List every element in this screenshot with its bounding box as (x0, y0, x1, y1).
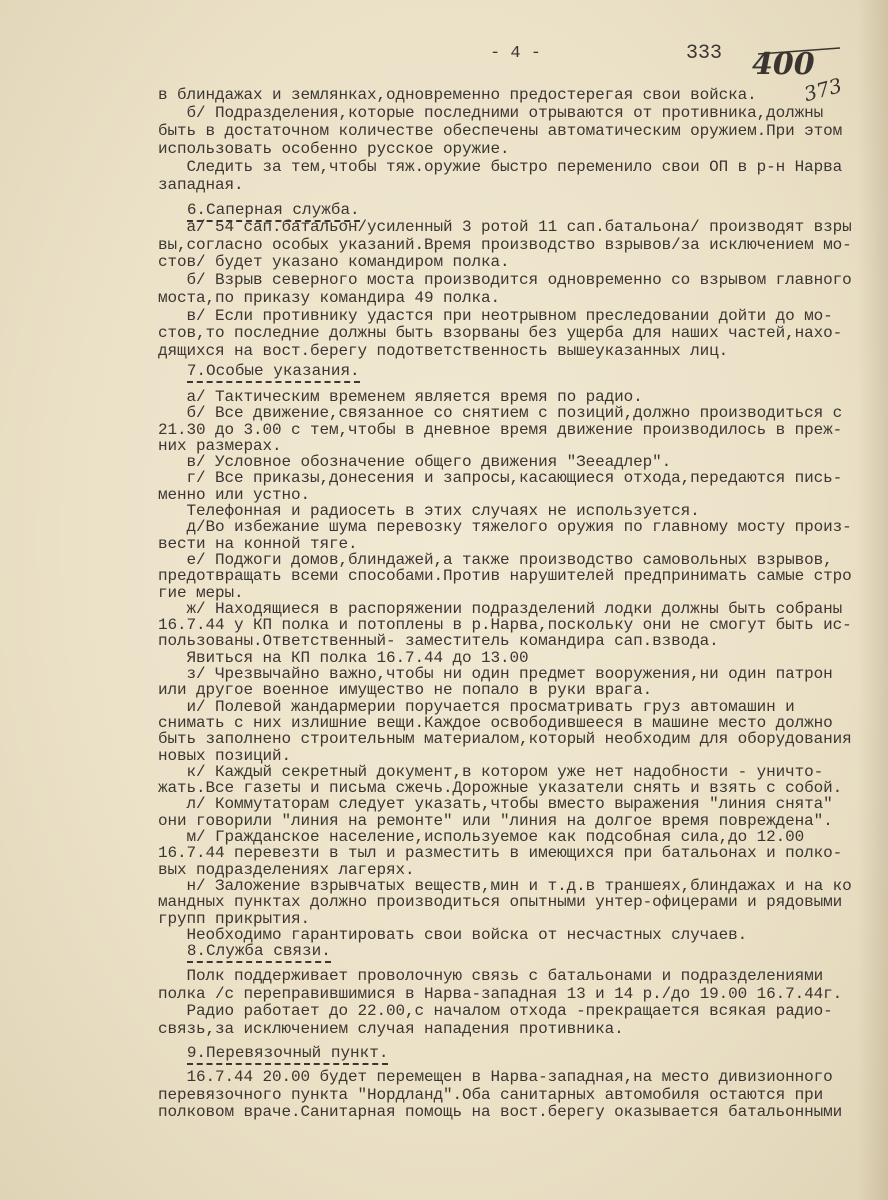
text-line: быть заполнено строительным материалом,который необходим для оборудования (158, 730, 852, 749)
text-line: е/ Поджоги домов,блиндажей,а также производство самовольных взрывов, (158, 550, 833, 569)
text-line: быть в достаточном количестве обеспечены автоматическим оружием.При этом (158, 122, 843, 140)
section-heading-8 (158, 942, 331, 963)
section-6-body (158, 219, 852, 361)
text-line: них размерах. (158, 436, 282, 455)
text-line: ж/ Находящиеся в распоряжении подразделений лодки должны быть собраны (158, 599, 843, 618)
text-line: перевязочного пункта "Нордланд".Оба санитарных автомобиля остаются при (158, 1085, 824, 1104)
text-line: 21.30 до 3.00 с тем,чтобы в дневное время движение производилось в преж- (158, 420, 843, 439)
text-line: мандных пунктах должно производиться опытными унтер-офицерами и рядовыми (158, 893, 843, 912)
page-number: - 4 - (490, 44, 542, 63)
text-line: моста,по приказу командира 49 полка. (158, 288, 501, 307)
section-7-body (158, 389, 852, 943)
text-line: стов/ будет указано командиром полка. (158, 253, 510, 272)
text-line: гие меры. (158, 583, 244, 602)
text-line: снимать с них излишние вещи.Каждое освободившееся в машине место должно (158, 713, 833, 732)
section-8-body (158, 968, 842, 1039)
text-line: Телефонная и радиосеть в этих случаях не используется. (158, 502, 700, 521)
text-line: 16.7.44 у КП полка и потоплены в р.Нарва,поскольку они не смогут быть ис- (158, 616, 852, 635)
text-line: 16.7.44 перевезти в тыл и разместить в имеющихся при батальонах и полко- (158, 844, 843, 863)
text-line: з/ Чрезвычайно важно,чтобы ни один предмет вооружения,ни один патрон (158, 665, 833, 684)
text-line: в/ Если противнику удастся при неотрывном преследовании дойти до мо- (158, 306, 833, 325)
text-line: вых подразделениях лагерях. (158, 860, 415, 879)
text-line: б/ Взрыв северного моста производится одновременно со взрывом главного (158, 271, 852, 290)
text-line: Необходимо гарантировать свои войска от несчастных случаев. (158, 925, 748, 944)
text-line: а/ 54 сап.батальон/усиленный 3 ротой 11 сап.батальона/ производят взры (158, 218, 852, 236)
text-line: Явиться на КП полка 16.7.44 до 13.00 (158, 648, 529, 667)
text-line: пользованы.Ответственный- заместитель командира сап.взвода. (158, 632, 719, 651)
text-line: новых позиций. (158, 746, 292, 765)
intro-paragraph (158, 86, 842, 194)
text-line: западная. (158, 176, 244, 194)
handwritten-folio-2: 373 (801, 73, 845, 106)
text-line: н/ Заложение взрывчатых веществ,мин и т.д.в траншеях,блиндажах и на ко (158, 876, 852, 895)
text-line: и/ Полевой жандармерии поручается просматривать груз автомашин и (158, 697, 795, 716)
archive-number: 333 (686, 42, 723, 65)
text-line: Следить за тем,чтобы тяж.оружие быстро переменило свои ОП в р-н Нарва (158, 158, 843, 176)
section-title: 8.Служба связи. (187, 942, 331, 963)
text-line: г/ Все приказы,донесения и запросы,касающиеся отхода,передаются пись- (158, 469, 843, 488)
text-line: полка /с переправившимися в Нарва-западная 13 и 14 р./до 19.00 16.7.44г. (158, 984, 843, 1003)
text-line: связь,за исключением случая нападения противника. (158, 1020, 624, 1039)
text-line: вести на конной тяге. (158, 534, 358, 553)
text-line: жать.Все газеты и письма сжечь.Дорожные указатели снять и взять с собой. (158, 779, 843, 798)
text-line: предотвращать всеми способами.Против нарушителей предпринимать самые стро (158, 567, 852, 586)
section-9-body (158, 1069, 842, 1122)
text-line: менно или устно. (158, 485, 311, 504)
text-line: д/Во избежание шума перевозку тяжелого оружия по главному мосту произ- (158, 518, 852, 537)
section-title: 6.Саперная служба. (187, 201, 360, 222)
text-line: б/ Подразделения,которые последними отрываются от противника,должны (158, 104, 824, 122)
text-line: 16.7.44 20.00 будет перемещен в Нарва-западная,на место дивизионного (158, 1068, 833, 1086)
text-line: л/ Коммутаторам следует указать,чтобы вместо выражения "линия снята" (158, 795, 833, 814)
text-line: Полк поддерживает проволочную связь с батальонами и подразделениями (158, 967, 824, 985)
text-line: в блиндажах и землянках,одновременно предостерегая свои войска. (158, 86, 757, 104)
text-line: б/ Все движение,связанное со снятием с позиций,должно производиться с (158, 404, 843, 423)
text-line: полковом враче.Санитарная помощь на вост.берегу оказывается батальонными (158, 1103, 843, 1122)
text-line: стов,то последние должны быть взорваны без ущерба для наших частей,нахо- (158, 324, 843, 343)
text-line: вы,согласно особых указаний.Время производство взрывов/за исключением мо- (158, 235, 852, 254)
handwritten-folio: 400 (752, 47, 815, 82)
text-line: к/ Каждый секретный документ,в котором уже нет надобности - уничто- (158, 762, 824, 781)
text-line: они говорили "линия на ремонте" или "линия на долгое время повреждена". (158, 811, 833, 830)
section-heading-7 (158, 362, 360, 383)
section-title: 9.Перевязочный пункт. (187, 1044, 389, 1065)
text-line: использовать особенно русское оружие. (158, 140, 510, 158)
section-title: 7.Особые указания. (187, 362, 360, 383)
text-line: м/ Гражданское население,используемое как подсобная сила,до 12.00 (158, 828, 805, 847)
section-heading-9 (158, 1044, 388, 1065)
text-line: в/ Условное обозначение общего движения "Зееадлер". (158, 453, 672, 472)
text-line: а/ Тактическим временем является время по радио. (158, 388, 643, 406)
text-line: групп прикрытия. (158, 909, 311, 928)
text-line: дящихся на вост.берегу подответственность вышеуказанных лиц. (158, 341, 729, 360)
text-line: или другое военное имущество не попало в руки врага. (158, 681, 653, 700)
text-line: Радио работает до 22.00,с началом отхода -прекращается всякая радио- (158, 1002, 833, 1021)
